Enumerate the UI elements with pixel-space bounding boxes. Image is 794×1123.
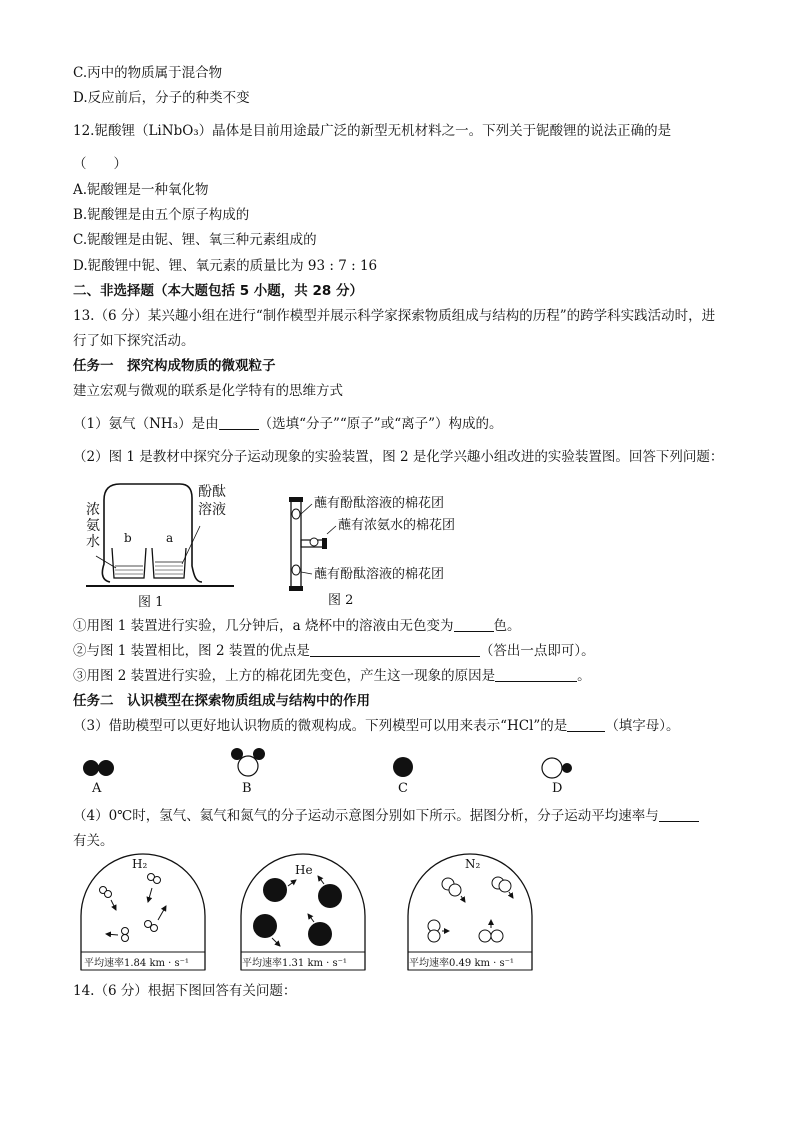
model-c — [393, 757, 413, 796]
q13-sub4-blank[interactable] — [659, 807, 699, 822]
model-c-label: C — [398, 781, 408, 796]
h2-label: H₂ — [132, 857, 148, 871]
task1-title: 任务一 探究构成物质的微观粒子 — [73, 358, 276, 374]
q13-c1-text-a: ①用图 1 装置进行实验，几分钟后，a 烧杯中的溶液由无色变为 — [73, 618, 454, 634]
q12-stem: 12.铌酸锂（LiNbO₃）晶体是目前用途最广泛的新型无机材料之一。下列关于铌酸锂的说法正确的是 — [73, 123, 672, 139]
fig1-label-right-1: 酚酞 — [198, 484, 226, 500]
q13-sub1-text-a: （1）氨气（NH₃）是由 — [73, 416, 219, 432]
n2-speed: 平均速率0.49 km · s⁻¹ — [409, 958, 514, 969]
q13-c1 — [73, 616, 521, 636]
task1-intro: 建立宏观与微观的联系是化学特有的思维方式 — [73, 383, 343, 399]
q13-sub2: （2）图 1 是教材中探究分子运动现象的实验装置，图 2 是化学兴趣小组改进的实验装置图。回答下列问题： — [73, 449, 724, 465]
fig2-label-top: 蘸有酚酞溶液的棉花团 — [314, 496, 445, 511]
q13-sub4-end: 有关。 — [73, 833, 114, 849]
q13-sub3-text-b: （填字母）。 — [605, 718, 680, 734]
fig1-caption: 图 1 — [138, 595, 164, 610]
q12-answer-paren: （ ） — [73, 156, 127, 172]
q13-c3-text-b: 。 — [577, 668, 591, 684]
q12-option-c: C.铌酸锂是由铌、锂、氧三种元素组成的 — [73, 232, 317, 248]
q13-c3 — [73, 666, 591, 686]
q13-stem-line1: 13.（6 分）某兴趣小组在进行“制作模型并展示科学家探索物质组成与结构的历程”的跨学科实践活动时，进 — [73, 308, 716, 324]
q13-sub1 — [73, 414, 503, 434]
model-a-label: A — [92, 781, 102, 796]
fig2-caption: 图 2 — [328, 593, 354, 608]
model-b-label: B — [242, 781, 252, 796]
fig1-label-left-1: 浓 — [86, 502, 100, 518]
fig1-label-right-2: 溶液 — [198, 502, 226, 518]
q13-c2 — [73, 641, 595, 661]
q13-sub4 — [73, 806, 699, 826]
q13-sub3-text-a: （3）借助模型可以更好地认识物质的微观构成。下列模型可以用来表示“HCl”的是 — [73, 718, 568, 734]
n2-label: N₂ — [465, 857, 481, 871]
q13-sub4-text-a: （4）0℃时，氢气、氦气和氮气的分子运动示意图分别如下所示。据图分析，分子运动平均速率与 — [73, 808, 659, 824]
q13-c1-blank[interactable] — [454, 617, 494, 632]
n2-diagram — [408, 854, 532, 970]
figure-1 — [82, 478, 242, 617]
q13-sub3-blank[interactable] — [567, 717, 605, 732]
q11-option-d: D.反应前后，分子的种类不变 — [73, 90, 250, 106]
he-label: He — [295, 863, 313, 877]
q13-c2-text-b: （答出一点即可）。 — [479, 643, 595, 659]
fig1-label-left-3: 水 — [86, 534, 100, 550]
q13-c1-text-b: 色。 — [493, 618, 521, 634]
q13-sub3 — [73, 716, 680, 736]
gas-diagrams — [78, 852, 548, 978]
model-b — [231, 748, 265, 796]
figure-2 — [282, 492, 482, 614]
model-d-label: D — [552, 781, 563, 796]
fig1-label-left-2: 氨 — [86, 518, 100, 534]
q13-c2-text-a: ②与图 1 装置相比，图 2 装置的优点是 — [73, 643, 310, 659]
model-a — [83, 760, 114, 796]
he-speed: 平均速率1.31 km · s⁻¹ — [242, 958, 347, 969]
model-d — [542, 758, 572, 796]
q11-option-c: C.丙中的物质属于混合物 — [73, 65, 223, 81]
q14-stem: 14.（6 分）根据下图回答有关问题： — [73, 983, 297, 999]
task2-title: 任务二 认识模型在探索物质组成与结构中的作用 — [73, 693, 370, 709]
molecule-models — [78, 746, 598, 800]
fig2-label-mid: 蘸有浓氨水的棉花团 — [338, 518, 456, 533]
q13-sub1-text-b: （选填“分子”“原子”或“离子”）构成的。 — [258, 416, 503, 432]
q13-stem-line2: 行了如下探究活动。 — [73, 333, 195, 349]
section-title: 二、非选择题（本大题包括 5 小题，共 28 分） — [73, 283, 363, 299]
q12-option-d: D.铌酸锂中铌、锂、氧元素的质量比为 93 : 7 : 16 — [73, 258, 378, 274]
q13-c2-blank[interactable] — [310, 642, 480, 657]
fig2-label-bot: 蘸有酚酞溶液的棉花团 — [314, 567, 445, 582]
q12-option-a: A.铌酸锂是一种氧化物 — [73, 182, 209, 198]
h2-speed: 平均速率1.84 km · s⁻¹ — [84, 958, 189, 969]
h2-diagram — [81, 854, 205, 970]
fig1-beaker-b: b — [124, 531, 132, 545]
q13-c3-text-a: ③用图 2 装置进行实验，上方的棉花团先变色，产生这一现象的原因是 — [73, 668, 496, 684]
q13-sub1-blank[interactable] — [219, 415, 259, 430]
q13-c3-blank[interactable] — [495, 667, 577, 682]
fig1-beaker-a: a — [166, 531, 174, 545]
he-diagram — [241, 854, 365, 970]
q12-option-b: B.铌酸锂是由五个原子构成的 — [73, 207, 250, 223]
